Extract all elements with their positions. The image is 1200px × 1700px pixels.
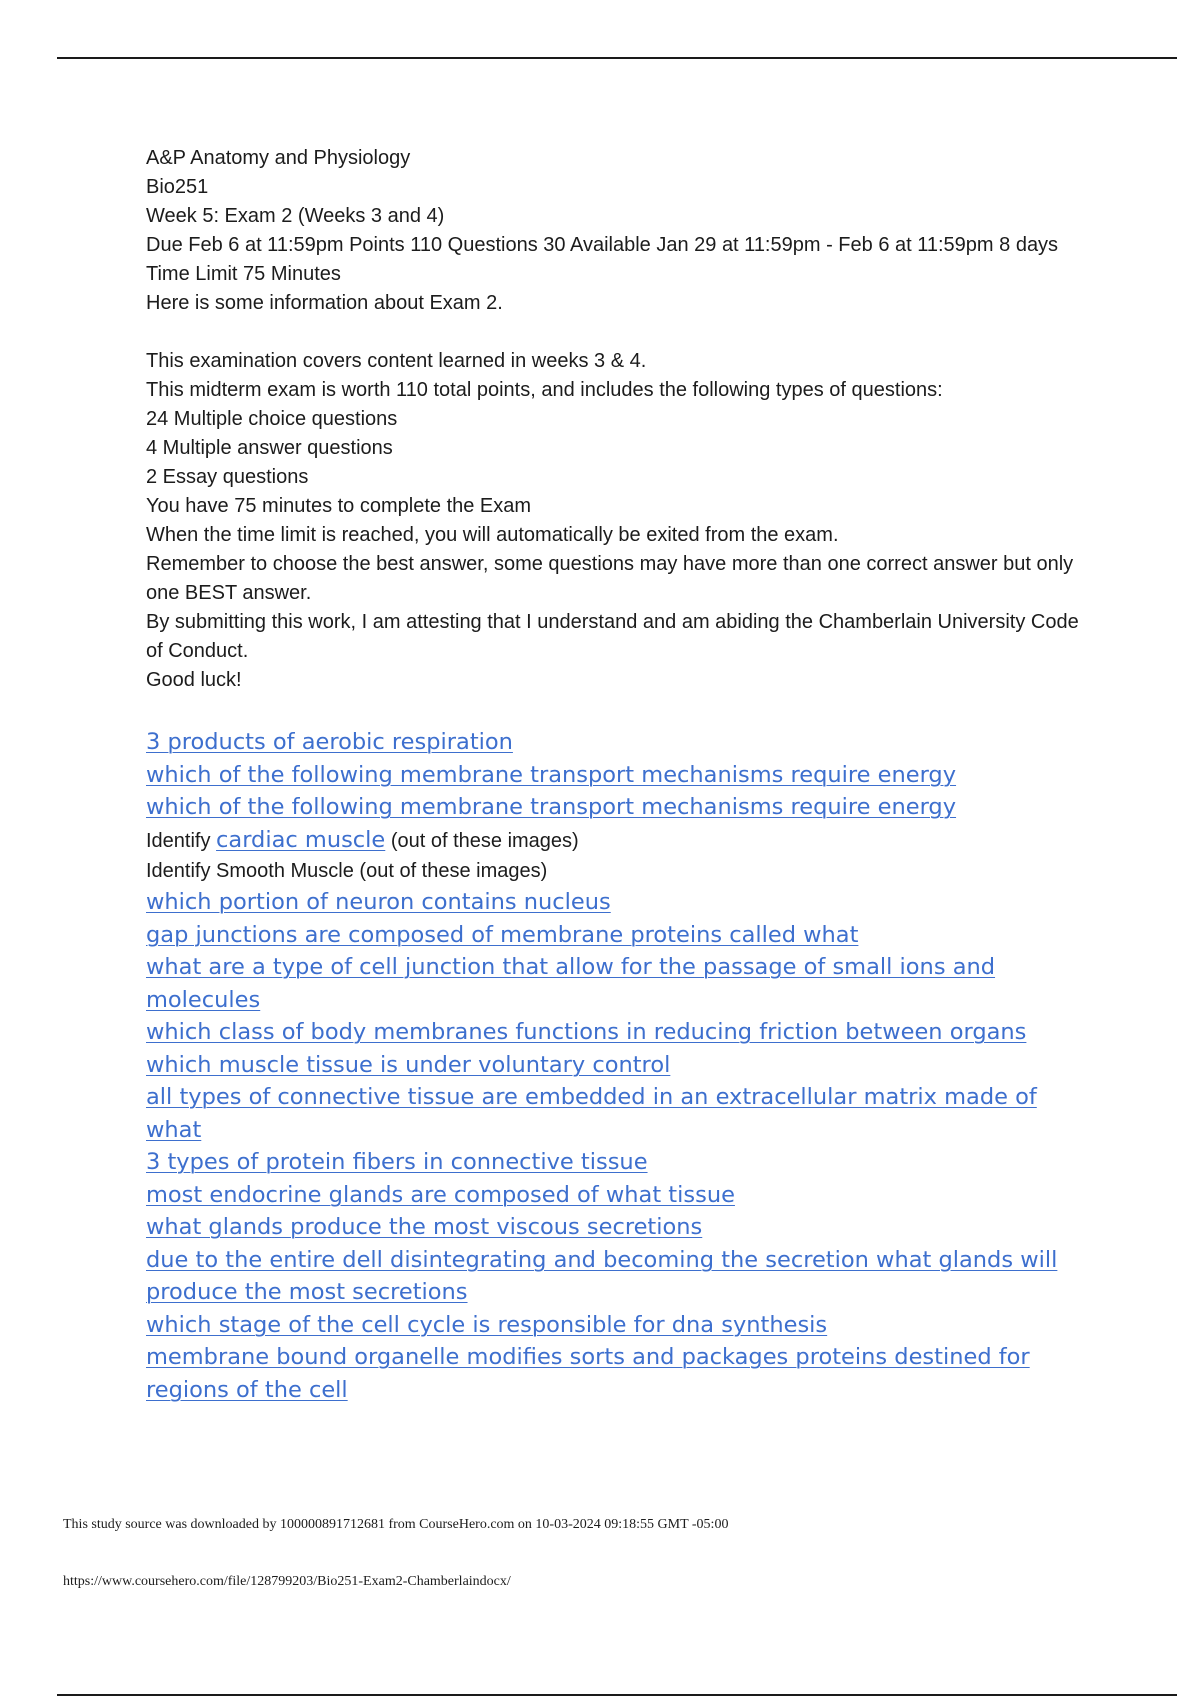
question-list (146, 726, 1086, 1406)
question-suffix: (out of these images) (385, 829, 579, 852)
course-code: Bio251 (146, 176, 209, 198)
download-note: This study source was downloaded by 100000891712681 from CourseHero.com on 10-03-2024 09:18:55 GMT -05:00 (63, 1517, 729, 1532)
question-link[interactable]: gap junctions are composed of membrane proteins called what (146, 921, 859, 948)
info-line: 2 Essay questions (146, 466, 309, 488)
question-link[interactable]: which muscle tissue is under voluntary control (146, 1051, 671, 1078)
info-line: When the time limit is reached, you will automatically be exited from the exam. (146, 524, 839, 546)
question-link[interactable]: all types of connective tissue are embedded in an extracellular matrix made of what (146, 1084, 1037, 1143)
exam-intro: Here is some information about Exam 2. (146, 292, 503, 314)
exam-header (146, 144, 1086, 695)
info-line: 4 Multiple answer questions (146, 437, 393, 459)
question-item (146, 824, 1086, 857)
question-link[interactable]: membrane bound organelle modifies sorts and packages proteins destined for regions of the cell (146, 1344, 1030, 1403)
top-divider (57, 57, 1177, 59)
question-link[interactable]: cardiac muscle (216, 826, 386, 853)
question-link[interactable]: what are a type of cell junction that allow for the passage of small ions and molecules (146, 954, 996, 1013)
info-line: 24 Multiple choice questions (146, 408, 398, 430)
info-line: This examination covers content learned in weeks 3 & 4. (146, 350, 647, 372)
question-link[interactable]: which stage of the cell cycle is responsible for dna synthesis (146, 1311, 828, 1338)
bottom-divider (57, 1694, 1177, 1696)
source-url: https://www.coursehero.com/file/128799203/Bio251-Exam2-Chamberlaindocx/ (63, 1574, 511, 1589)
question-link[interactable]: what glands produce the most viscous secretions (146, 1214, 703, 1240)
question-link[interactable]: which portion of neuron contains nucleus (146, 889, 611, 915)
info-line: This midterm exam is worth 110 total points, and includes the following types of questions: (146, 379, 943, 401)
spacer (146, 318, 1086, 347)
exam-title: Week 5: Exam 2 (Weeks 3 and 4) (146, 205, 445, 227)
question-link[interactable]: which of the following membrane transport mechanisms require energy (146, 761, 957, 788)
question-link[interactable]: which class of body membranes functions in reducing friction between organs (146, 1019, 1027, 1045)
question-link[interactable]: due to the entire dell disintegrating and becoming the secretion what glands will produce the most secretions (146, 1246, 1058, 1305)
question-link[interactable]: which of the following membrane transport mechanisms require energy (146, 794, 957, 820)
question-link[interactable]: 3 types of protein fibers in connective tissue (146, 1149, 648, 1175)
info-line: You have 75 minutes to complete the Exam (146, 495, 532, 517)
question-item: Identify Smooth Muscle (out of these images) (146, 860, 548, 882)
question-link[interactable]: 3 products of aerobic respiration (146, 729, 513, 755)
course-title: A&P Anatomy and Physiology (146, 147, 411, 169)
good-luck: Good luck! (146, 669, 242, 691)
info-line: Remember to choose the best answer, some questions may have more than one correct answer but only one BEST answer. (146, 553, 1079, 604)
document-body (146, 144, 1086, 1406)
question-prefix: Identify (146, 829, 217, 852)
question-link[interactable]: most endocrine glands are composed of what tissue (146, 1181, 735, 1208)
info-line: By submitting this work, I am attesting that I understand and am abiding the Chamberlain University Code of Conduct. (146, 611, 1085, 662)
exam-details: Due Feb 6 at 11:59pm Points 110 Questions 30 Available Jan 29 at 11:59pm - Feb 6 at 11:59pm 8 days Time Limit 75 Minutes (146, 234, 1064, 285)
